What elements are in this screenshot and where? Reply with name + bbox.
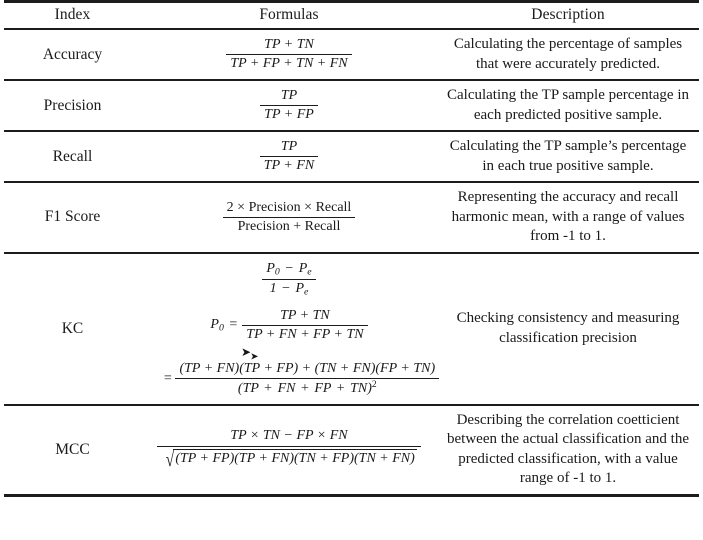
fraction bbox=[175, 361, 439, 397]
metric-name-precision: Precision bbox=[4, 80, 141, 131]
fraction bbox=[157, 428, 421, 472]
fraction-numerator: TP × TN − FP × FN bbox=[157, 428, 421, 447]
kc-formula-line-2 bbox=[145, 308, 433, 343]
formula-precision bbox=[141, 80, 437, 131]
fraction-numerator: 2 × Precision × Recall bbox=[223, 200, 356, 218]
fraction-mcc bbox=[157, 428, 421, 472]
metric-name-mcc: MCC bbox=[4, 405, 141, 496]
kappa-ratio bbox=[262, 261, 315, 298]
fraction-f1-score bbox=[223, 200, 356, 235]
column-header-index: Index bbox=[4, 2, 141, 30]
kc-formula-line-1 bbox=[145, 261, 433, 298]
fraction bbox=[260, 88, 318, 123]
pe-glyph-artifact: $➤_➤$ bbox=[241, 344, 258, 363]
fraction-denominator: Precision + Recall bbox=[237, 218, 341, 234]
table-row bbox=[4, 253, 699, 405]
p0-label: $P_0$ = bbox=[210, 316, 238, 334]
fraction-numerator: (TP + FN)(TP + FP) + (TN + FN)(FP + TN) bbox=[175, 361, 439, 379]
description-kc: Checking consistency and measuring classification precision bbox=[437, 253, 699, 405]
table-header bbox=[4, 2, 699, 30]
fraction-numerator: $P_0 - P_e$ bbox=[262, 261, 315, 280]
fraction-denominator: (TP + FN + FP + TN)$^2$ bbox=[237, 379, 377, 396]
square-root bbox=[161, 449, 417, 472]
fraction-recall bbox=[260, 139, 318, 174]
formula-kc bbox=[141, 253, 437, 405]
description-f1-score: Representing the accuracy and recall harmonic mean, with a range of values from -1 to 1. bbox=[437, 182, 699, 253]
table-row bbox=[4, 29, 699, 80]
formula-mcc bbox=[141, 405, 437, 496]
table-body bbox=[4, 29, 699, 495]
table-row bbox=[4, 131, 699, 182]
description-precision: Calculating the TP sample percentage in each predicted positive sample. bbox=[437, 80, 699, 131]
pe-expansion bbox=[163, 361, 439, 397]
column-header-description: Description bbox=[437, 2, 699, 30]
fraction-denominator: TP + FN bbox=[263, 158, 315, 173]
fraction-numerator: TP + TN bbox=[242, 308, 367, 326]
fraction-numerator: TP bbox=[260, 88, 318, 106]
header-row bbox=[4, 2, 699, 30]
radical-icon: √ bbox=[165, 448, 175, 471]
equals-sign: = bbox=[163, 370, 173, 386]
fraction bbox=[242, 308, 367, 343]
column-header-formulas: Formulas bbox=[141, 2, 437, 30]
description-accuracy: Calculating the percentage of samples that were accurately predicted. bbox=[437, 29, 699, 80]
fraction-denominator: TP + FP bbox=[264, 107, 314, 122]
kc-formula-line-3 bbox=[145, 360, 436, 397]
metric-name-kc: KC bbox=[4, 253, 141, 405]
table-row bbox=[4, 182, 699, 253]
formula-recall bbox=[141, 131, 437, 182]
fraction-denominator: $1 - P_e$ bbox=[269, 280, 309, 298]
formula-accuracy bbox=[141, 29, 437, 80]
fraction bbox=[223, 200, 356, 235]
kc-formula-stack bbox=[145, 260, 436, 397]
formula-f1-score bbox=[141, 182, 437, 253]
metric-name-f1-score: F1 Score bbox=[4, 182, 141, 253]
fraction bbox=[260, 139, 318, 174]
table-row bbox=[4, 405, 699, 496]
metric-name-recall: Recall bbox=[4, 131, 141, 182]
fraction bbox=[226, 37, 351, 72]
fraction-denominator: TP + FN + FP + TN bbox=[246, 326, 364, 342]
description-recall: Calculating the TP sample’s percentage in each true positive sample. bbox=[437, 131, 699, 182]
table-row bbox=[4, 80, 699, 131]
fraction-numerator: TP + TN bbox=[226, 37, 351, 55]
description-mcc: Describing the correlation coetticient between the actual classification and the predicted classification, with a value range of -1 to 1. bbox=[437, 405, 699, 496]
p0-definition bbox=[210, 308, 367, 343]
metric-name-accuracy: Accuracy bbox=[4, 29, 141, 80]
fraction-numerator: TP bbox=[260, 139, 318, 157]
radicand: (TP + FP)(TP + FN)(TN + FP)(TN + FN) bbox=[175, 451, 415, 467]
fraction bbox=[262, 261, 315, 298]
evaluation-metrics-table bbox=[4, 0, 699, 497]
fraction-denominator: TP + FP + TN + FN bbox=[230, 56, 348, 71]
fraction-accuracy bbox=[226, 37, 351, 72]
fraction-denominator bbox=[157, 447, 421, 472]
fraction-precision bbox=[260, 88, 318, 123]
